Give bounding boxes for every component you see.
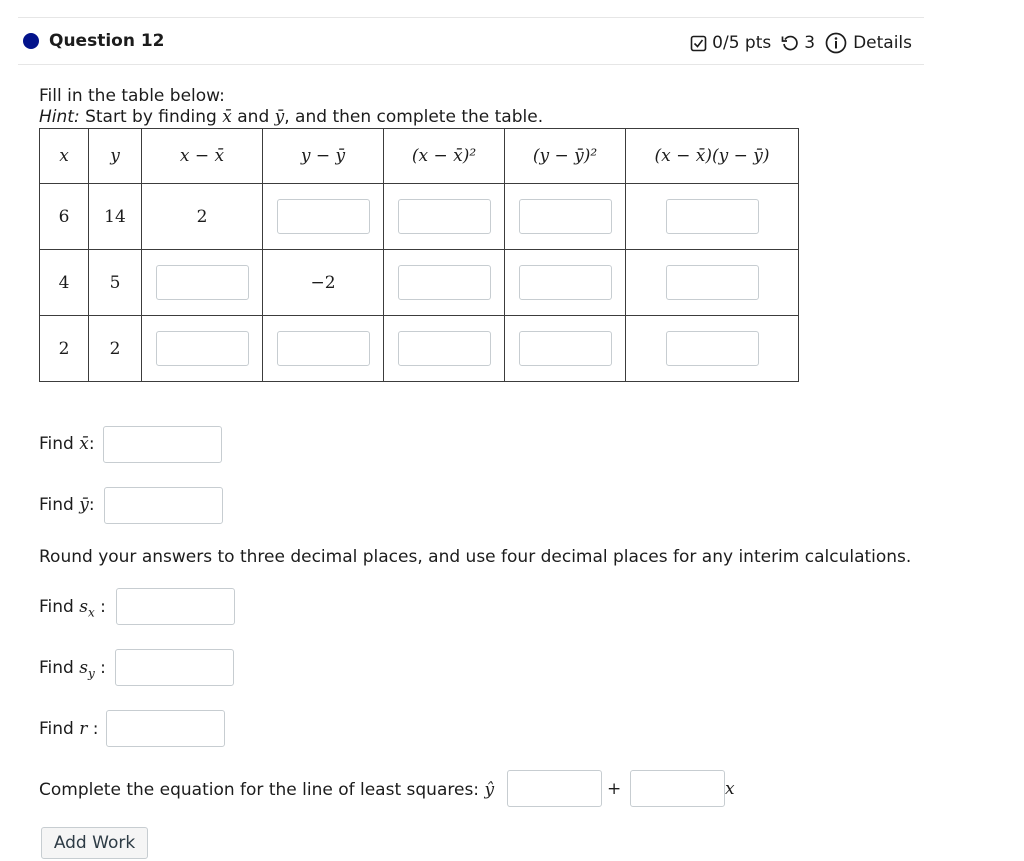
sx-input[interactable] <box>116 588 235 625</box>
plus-sign: + <box>607 779 622 799</box>
intercept-input[interactable] <box>507 770 602 807</box>
equation-prompt: Complete the equation for the line of least squares: ŷ <box>39 780 520 800</box>
header-y: y <box>89 129 142 184</box>
header-dev-product: (x − x̄)(y − ȳ) <box>626 129 799 184</box>
slope-input[interactable] <box>630 770 725 807</box>
input-x-dev[interactable] <box>156 331 249 366</box>
hint-label: Hint: <box>39 107 80 127</box>
input-x-dev-squared[interactable] <box>398 331 491 366</box>
instruction-text: Fill in the table below: <box>39 86 225 106</box>
input-y-dev-squared[interactable] <box>519 265 612 300</box>
hint-part-a: Start by finding <box>85 107 217 127</box>
input-x-dev-squared[interactable] <box>398 199 491 234</box>
input-x-dev[interactable] <box>156 265 249 300</box>
data-table <box>39 128 799 382</box>
input-x-dev-squared[interactable] <box>398 265 491 300</box>
question-meta <box>690 32 912 54</box>
yhat-symbol: ŷ <box>484 780 495 800</box>
cell-y: 2 <box>89 316 142 382</box>
hint-ybar: ȳ <box>274 107 285 127</box>
hint-and: and <box>237 107 270 127</box>
x-variable: x <box>725 779 735 799</box>
find-xbar-label: Find x̄: <box>39 434 95 454</box>
r-input[interactable] <box>106 710 225 747</box>
input-y-dev-squared[interactable] <box>519 331 612 366</box>
attempts-count: 3 <box>804 33 816 53</box>
retry-icon <box>781 34 799 52</box>
header-x-minus-xbar: x − x̄ <box>142 129 263 184</box>
rounding-instructions: Round your answers to three decimal places, and use four decimal places for any interim calculations. <box>39 547 912 567</box>
input-dev-product[interactable] <box>666 331 759 366</box>
cell-y: 5 <box>89 250 142 316</box>
cell-y-dev: −2 <box>263 250 384 316</box>
input-dev-product[interactable] <box>666 265 759 300</box>
cell-y: 14 <box>89 184 142 250</box>
sy-input[interactable] <box>115 649 234 686</box>
table-row <box>40 316 799 382</box>
find-sx-label: Find $s_x$ : <box>39 597 106 620</box>
checkbox-icon <box>690 35 707 52</box>
question-title: Question 12 <box>49 31 165 51</box>
cell-x: 2 <box>40 316 89 382</box>
input-y-dev[interactable] <box>277 199 370 234</box>
info-icon[interactable] <box>825 32 847 54</box>
cell-x-dev: 2 <box>142 184 263 250</box>
points-text: 0/5 pts <box>712 33 772 53</box>
find-ybar-label: Find ȳ: <box>39 495 95 515</box>
xbar-input[interactable] <box>103 426 222 463</box>
table-row <box>40 250 799 316</box>
hint-part-b: , and then complete the table. <box>284 107 544 127</box>
input-y-dev-squared[interactable] <box>519 199 612 234</box>
hint-text <box>39 107 543 127</box>
add-work-button[interactable]: Add Work <box>41 827 148 859</box>
input-y-dev[interactable] <box>277 331 370 366</box>
find-r-label: Find r : <box>39 719 99 739</box>
find-sy-label: Find $s_y$ : <box>39 658 106 681</box>
cell-x: 6 <box>40 184 89 250</box>
cell-x: 4 <box>40 250 89 316</box>
hint-xbar: x̄ <box>222 107 232 127</box>
question-header <box>18 17 924 65</box>
question-status-dot <box>23 33 39 49</box>
input-dev-product[interactable] <box>666 199 759 234</box>
header-x: x <box>40 129 89 184</box>
header-y-minus-ybar: y − ȳ <box>263 129 384 184</box>
header-x-dev-squared: (x − x̄)² <box>384 129 505 184</box>
ybar-input[interactable] <box>104 487 223 524</box>
header-y-dev-squared: (y − ȳ)² <box>505 129 626 184</box>
table-row <box>40 184 799 250</box>
details-link[interactable]: Details <box>853 33 912 53</box>
table-header-row <box>40 129 799 184</box>
